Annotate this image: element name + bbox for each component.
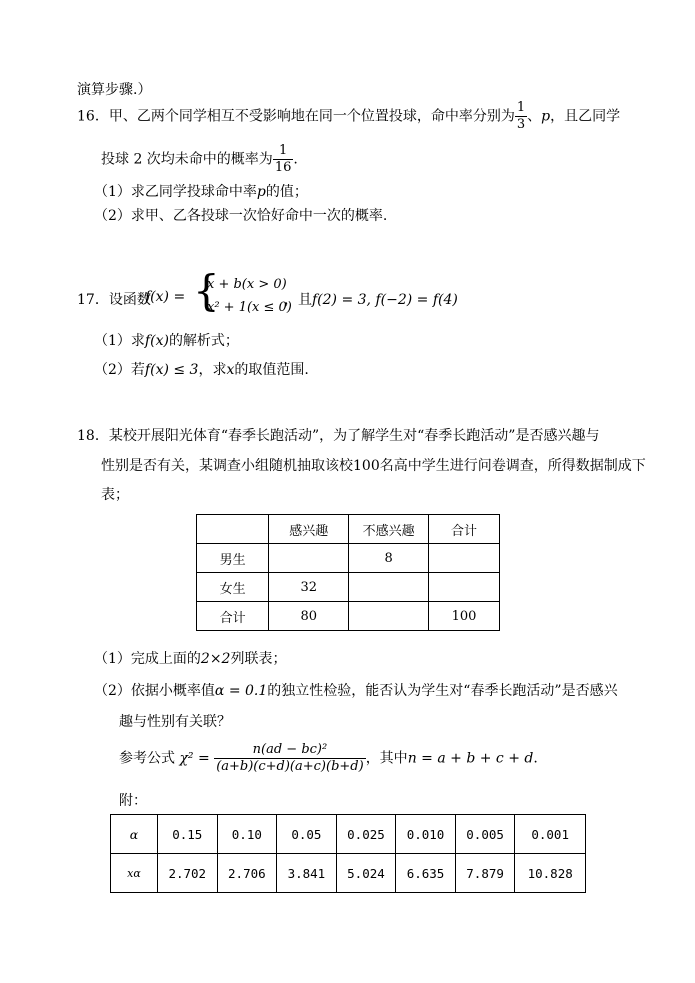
fraction-one-third: $\frac{1}{3}$ [516,100,526,132]
table-row-male: 男生 8 [197,544,500,573]
table-header-row: 感兴趣 不感兴趣 合计 [197,515,500,544]
q18-line3: 表； [101,487,129,503]
q17-sub2: （2）若f(x) ≤ 3，求x的取值范围. [94,362,309,378]
table-row: xα 2.702 2.706 3.841 5.024 6.635 7.879 10.828 [111,854,586,893]
chi-square-fraction: $\frac{\text{n(ad − bc)²}}{(a+b)(c+d)(a+c)(b+d)}$ [216,742,364,774]
table-row-total: 合计 80 100 [197,602,500,631]
piecewise-brace: { [193,266,220,315]
reference-formula: 参考公式 χ² = $\frac{\text{n(ad − bc)²}}{(a+b)(c+d)(a+c)(b+d)}$ ，其中n = a + b + c + d. [119,742,538,774]
q16-sub1: （1）求乙同学投球命中率p的值； [94,184,308,200]
q16-sub2: （2）求甲、乙各投球一次恰好命中一次的概率. [94,208,388,224]
contingency-table [196,514,500,631]
q17-condition: ，且f(2) = 3, f(−2) = f(4) [284,292,458,308]
q17-sub1: （1）求f(x)的解析式； [94,333,239,349]
fraction-one-sixteenth: $\frac{1}{16}$ [274,143,292,175]
q17-prefix: 17．设函数 [77,292,151,308]
q18-sub2-line2: 趣与性别有关联？ [119,714,231,730]
table-row: α 0.15 0.10 0.05 0.025 0.010 0.005 0.001 [111,815,586,854]
q17-fx: f(x) = [145,289,186,305]
q18-sub1: （1）完成上面的2×2列联表； [94,651,287,667]
appendix-label: 附： [119,793,147,809]
q18-line1: 18．某校开展阳光体育“春季长跑活动”，为了解学生对“春季长跑活动”是否感兴趣与 [77,428,600,444]
q16-line1: 16．甲、乙两个同学相互不受影响地在同一个位置投球，命中率分别为 $\frac{1}{3}$ 、p，且乙同学 [77,100,621,132]
q18-sub2: （2）依据小概率值α = 0.1的独立性检验，能否认为学生对“春季长跑活动”是否感兴 [94,683,618,699]
critical-value-table [110,814,586,893]
intro-text: 演算步骤.） [77,82,152,98]
q16-line2: 投球 2 次均未命中的概率为 $\frac{1}{16}$ . [101,143,298,175]
table-row-female: 女生 32 [197,573,500,602]
q18-line2: 性别是否有关，某调查小组随机抽取该校100名高中学生进行问卷调查，所得数据制成下 [101,458,646,474]
q17-case1: x + b(x > 0) [207,277,287,292]
q17-case2: x² + 1(x ≤ 0) [207,300,292,315]
